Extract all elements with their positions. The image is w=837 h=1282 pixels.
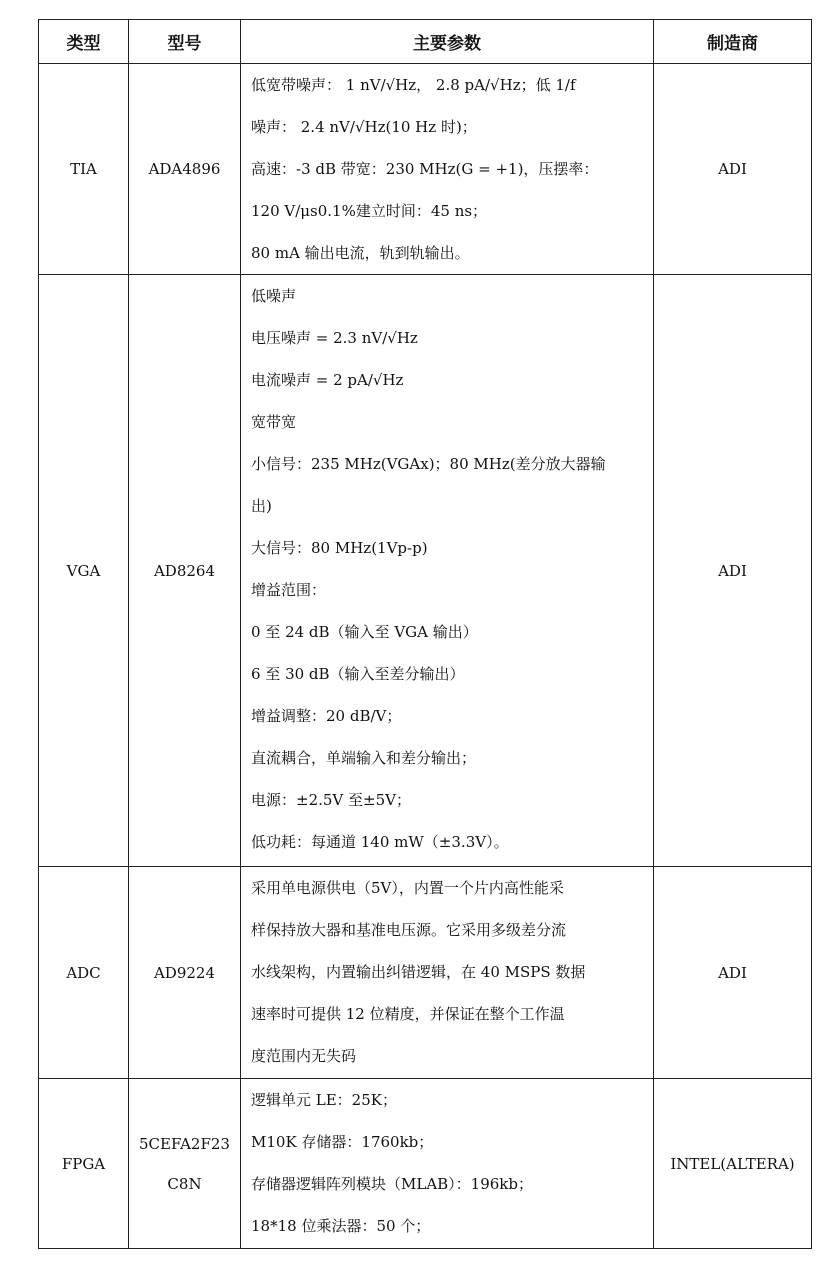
- param-line: 0 至 24 dB（输入至 VGA 输出）: [251, 623, 478, 641]
- cell-maker: INTEL(ALTERA): [654, 1079, 812, 1249]
- param-line: 逻辑单元 LE：25K；: [251, 1091, 397, 1109]
- header-maker: 制造商: [654, 20, 812, 64]
- param-line: 80 mA 输出电流，轨到轨输出。: [251, 244, 470, 262]
- cell-params: [241, 275, 654, 867]
- param-line: 18*18 位乘法器：50 个；: [251, 1217, 431, 1235]
- param-line: 宽带宽: [251, 413, 297, 431]
- table-row: [39, 867, 812, 1079]
- param-line: 速率时可提供 12 位精度，并保证在整个工作温: [251, 1005, 565, 1023]
- param-line: 存储器逻辑阵列模块（MLAB）：196kb；: [251, 1175, 533, 1193]
- header-model: 型号: [129, 20, 241, 64]
- cell-type: TIA: [39, 64, 129, 275]
- param-line: M10K 存储器：1760kb；: [251, 1133, 434, 1151]
- component-table: [38, 19, 812, 1249]
- param-line: 120 V/μs0.1%建立时间：45 ns；: [251, 202, 488, 220]
- cell-model: AD8264: [129, 275, 241, 867]
- param-line: 低噪声: [251, 287, 297, 305]
- model-line: 5CEFA2F23: [139, 1134, 230, 1153]
- header-params: 主要参数: [241, 20, 654, 64]
- cell-maker: ADI: [654, 867, 812, 1079]
- model-line: C8N: [167, 1174, 202, 1193]
- param-line: 低宽带噪声： 1 nV/√Hz， 2.8 pA/√Hz；低 1/f: [251, 76, 576, 94]
- param-line: 增益范围：: [251, 581, 327, 599]
- param-line: 电源：±2.5V 至±5V；: [251, 791, 411, 809]
- header-type: 类型: [39, 20, 129, 64]
- table-row: [39, 1079, 812, 1249]
- param-line: 小信号：235 MHz(VGAx)；80 MHz(差分放大器输: [251, 455, 606, 473]
- cell-params: [241, 867, 654, 1079]
- param-line: 高速：-3 dB 带宽：230 MHz(G = +1)，压摆率：: [251, 160, 599, 178]
- cell-model: AD9224: [129, 867, 241, 1079]
- cell-model: ADA4896: [129, 64, 241, 275]
- param-line: 噪声： 2.4 nV/√Hz(10 Hz 时)；: [251, 118, 477, 136]
- cell-model: [129, 1079, 241, 1249]
- cell-type: ADC: [39, 867, 129, 1079]
- param-line: 大信号：80 MHz(1Vp-p): [251, 539, 428, 557]
- cell-maker: ADI: [654, 275, 812, 867]
- cell-maker: ADI: [654, 64, 812, 275]
- param-line: 直流耦合，单端输入和差分输出；: [251, 749, 477, 767]
- param-line: 电压噪声 = 2.3 nV/√Hz: [251, 329, 418, 347]
- table-row: [39, 64, 812, 275]
- param-line: 采用单电源供电（5V），内置一个片内高性能采: [251, 879, 564, 897]
- cell-params: [241, 64, 654, 275]
- cell-type: VGA: [39, 275, 129, 867]
- cell-params: [241, 1079, 654, 1249]
- param-line: 增益调整：20 dB/V；: [251, 707, 402, 725]
- param-line: 度范围内无失码: [251, 1047, 357, 1065]
- table-row: [39, 275, 812, 867]
- param-line: 出): [251, 497, 272, 515]
- cell-type: FPGA: [39, 1079, 129, 1249]
- param-line: 样保持放大器和基准电压源。它采用多级差分流: [251, 921, 567, 939]
- param-line: 电流噪声 = 2 pA/√Hz: [251, 371, 404, 389]
- param-line: 低功耗：每通道 140 mW（±3.3V）。: [251, 833, 509, 851]
- header-row: [39, 20, 812, 64]
- param-line: 水线架构，内置输出纠错逻辑，在 40 MSPS 数据: [251, 963, 586, 981]
- param-line: 6 至 30 dB（输入至差分输出）: [251, 665, 465, 683]
